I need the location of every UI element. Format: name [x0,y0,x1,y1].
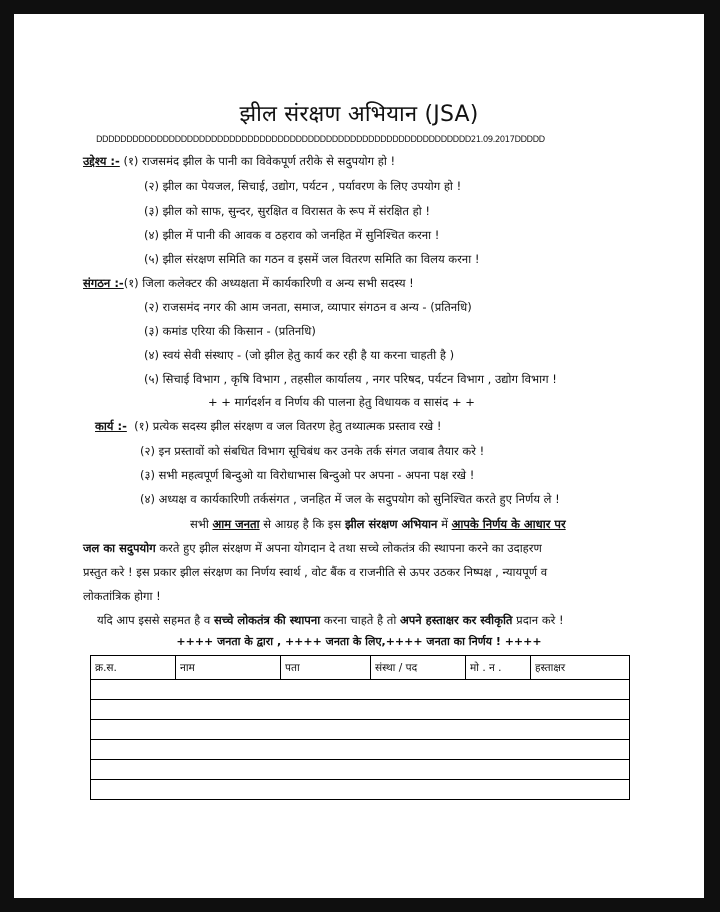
work-3: (३) सभी महत्वपूर्ण बिन्दुओ या विरोधाभास बिन्दुओ पर अपना - अपना पक्ष रखे ! [140,468,475,482]
work-4: (४) अध्यक्ष व कार्यकारिणी तर्कसंगत , जनहित में जल के सदुपयोग को सुनिश्चित करते हुए निर्णय ले ! [140,492,560,506]
objectives-label: उद्देश्य :- [83,154,120,168]
col-org-post: संस्था / पद [371,656,466,680]
page-title: झील संरक्षण अभियान (JSA) [239,102,479,127]
table-row[interactable] [91,680,630,700]
objective-1: उद्देश्य :- (१) राजसमंद झील के पानी का विवेकपूर्ण तरीके से सदुपयोग हो ! [83,154,396,168]
table-row[interactable] [91,740,630,760]
slogan: ++++ जनता के द्वारा , ++++ जनता के लिए,++++ जनता का निर्णय ! ++++ [176,635,542,648]
organization-4: (४) स्वयं सेवी संस्थाए - (जो झील हेतु कार्य कर रही है या करना चाहती है ) [144,348,455,362]
objective-4: (४) झील में पानी की आवक व ठहराव को जनहित में सुनिश्चित करना ! [144,228,440,242]
guidance-line: + + मार्गदर्शन व निर्णय की पालना हेतु विधायक व सासंद + + [208,395,475,409]
organization-1: संगठन :-(१) जिला कलेक्टर की अध्यक्षता में कार्यकारिणी व अन्य सभी सदस्य ! [83,276,414,290]
col-mobile: मो . न . [466,656,531,680]
table-row[interactable] [91,700,630,720]
document-page [14,14,704,898]
appeal-line-1: सभी आम जनता से आग्रह है कि इस झील संरक्षण अभियान में आपके निर्णय के आधार पर [190,517,566,531]
date-line: DDDDDDDDDDDDDDDDDDDDDDDDDDDDDDDDDDDDDDDDDDDDDDDDDDDDDDDDDDDDDD21.09.2017DDDDD [96,135,545,145]
col-address: पता [281,656,371,680]
signature-table [90,655,630,800]
table-row[interactable] [91,720,630,740]
appeal-line-2: जल का सदुपयोग करते हुए झील संरक्षण में अपना योगदान दे तथा सच्चे लोकतंत्र की स्थापना करने का उदाहरण [83,541,542,555]
work-1: कार्य :- (१) प्रत्येक सदस्य झील संरक्षण व जल वितरण हेतु तथ्यात्मक प्रस्ताव रखे ! [95,419,442,433]
table-row[interactable] [91,760,630,780]
organization-5: (५) सिचाई विभाग , कृषि विभाग , तहसील कार्यालय , नगर परिषद, पर्यटन विभाग , उद्योग विभाग ! [144,372,557,386]
col-name: नाम [176,656,281,680]
col-serial: क्र.स. [91,656,176,680]
appeal-line-3: प्रस्तुत करे ! इस प्रकार झील संरक्षण का निर्णय स्वार्थ , वोट बैंक व राजनीति से ऊपर उठकर निष्पक्ष , न्यायपूर्ण व [83,565,548,579]
objective-3: (३) झील को साफ, सुन्दर, सुरक्षित व विरासत के रूप में संरक्षित हो ! [144,204,430,218]
organization-2: (२) राजसमंद नगर की आम जनता, समाज, व्यापार संगठन व अन्य - (प्रतिनधि) [144,300,472,314]
work-2: (२) इन प्रस्तावों को संबधित विभाग सूचिबंध कर उनके तर्क संगत जवाब तैयार करे ! [140,444,485,458]
table-row[interactable] [91,780,630,800]
appeal-line-4: लोकतांत्रिक होगा ! [83,589,161,603]
organization-3: (३) कमांड एरिया की किसान - (प्रतिनधि) [144,324,316,338]
objective-5: (५) झील संरक्षण समिति का गठन व इसमें जल वितरण समिति का विलय करना ! [144,252,480,266]
col-signature: हस्ताक्षर [531,656,630,680]
objective-2: (२) झील का पेयजल, सिचाई, उद्योग, पर्यटन , पर्यावरण के लिए उपयोग हो ! [144,179,462,193]
work-label: कार्य :- [95,419,127,433]
organization-label: संगठन :- [83,276,124,290]
table-header-row [91,656,630,680]
consent-line: यदि आप इससे सहमत है व सच्चे लोकतंत्र की स्थापना करना चाहते है तो अपने हस्ताक्षर कर स्वीकृति प्रदान करे ! [97,613,564,627]
